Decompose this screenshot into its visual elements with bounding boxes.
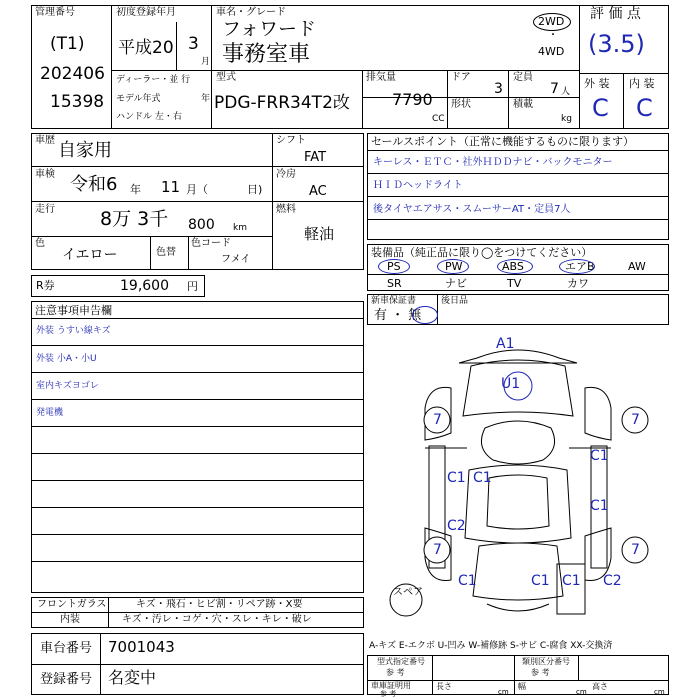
shift-label: シフト (276, 135, 306, 146)
cert-label: 車庫証明用 (371, 681, 411, 690)
inspection-day-unit: 日) (247, 183, 263, 196)
first-reg-month: 3 (188, 34, 199, 54)
equip-pw: PW (445, 260, 463, 273)
doors: 3 (494, 81, 503, 97)
mark-7-rl: 7 (433, 542, 442, 558)
mark-c1-c: C1 (590, 448, 609, 464)
mark-a1: A1 (496, 336, 515, 352)
warranty-value: 有 ・ 無 (374, 308, 422, 323)
mark-u1: U1 (501, 376, 521, 392)
kg-unit: kg (561, 114, 572, 124)
sales-point-2: ＨＩＤヘッドライト (373, 180, 463, 191)
inspection-era: 令和6 (70, 174, 118, 195)
height-label: 高さ (592, 682, 608, 691)
drive-2wd: 2WD (538, 15, 565, 28)
drive-4wd: 4WD (538, 45, 565, 58)
mark-c2-a: C2 (447, 518, 466, 534)
recycle-unit: 円 (187, 280, 198, 293)
manual-label: 後日品 (441, 296, 469, 306)
chassis-label: 車台番号 (40, 641, 93, 656)
capacity: 7 (550, 81, 559, 97)
color-code: フメイ (221, 254, 251, 265)
cert-ref: 参 考 (380, 690, 397, 698)
spare-label: スペア (393, 587, 423, 598)
width-label: 幅 (518, 682, 526, 691)
mark-c1-e: C1 (458, 573, 477, 589)
sales-point-3: 後タイヤエアサス・スムーサーAT・定員7人 (373, 204, 571, 215)
history-label: 車歴 (35, 135, 55, 146)
fuel-label: 燃料 (276, 204, 296, 215)
shape-label: 形状 (451, 99, 471, 110)
capacity-label: 定員 (513, 72, 533, 83)
mark-7-rr: 7 (631, 542, 640, 558)
form-label: 型式指定番号 (377, 657, 425, 666)
warranty-label: 新車保証書 (371, 296, 417, 306)
mark-c1-d: C1 (590, 498, 609, 514)
mark-7-fl: 7 (433, 412, 442, 428)
interior-label-row: 内装 (60, 614, 80, 625)
class-ref: 参 考 (531, 668, 550, 677)
drive-dot: ・ (548, 30, 558, 41)
pw-circle (437, 259, 469, 274)
note-1: 外装 うすい線キズ (36, 326, 111, 336)
score: (3.5) (588, 30, 645, 58)
equip-leather: カワ (567, 277, 589, 290)
mgmt-no2: 15398 (50, 92, 105, 112)
inspection-month: 11 (161, 178, 181, 196)
front-glass-value: キズ・飛石・ヒビ割・リペア跡・X要 (136, 599, 303, 610)
mark-c1-b: C1 (473, 470, 492, 486)
interior-value: キズ・汚レ・コゲ・穴・スレ・キレ・破レ (122, 614, 312, 625)
cc-unit: CC (432, 114, 445, 124)
notes-label: 注意事項申告欄 (35, 304, 112, 317)
header-section (31, 5, 669, 129)
interior-label: 内 装 (629, 77, 655, 90)
equip-ps: PS (387, 260, 401, 273)
mgmt-label: 管理番号 (35, 7, 75, 18)
length-label: 長さ (436, 682, 452, 691)
interior-grade: C (636, 94, 653, 122)
reg-value: 名変中 (108, 668, 157, 687)
equip-sr: SR (387, 277, 402, 290)
ac-label: 冷房 (276, 169, 296, 180)
inspection-year-unit: 年 (130, 183, 141, 196)
height-unit: cm (654, 688, 665, 696)
score-label: 評 価 点 (590, 6, 641, 22)
mark-c1-f: C1 (531, 573, 550, 589)
inspection-month-unit: 月（ (186, 183, 208, 196)
dealer-label: ディーラー・並 行 (116, 75, 191, 85)
sales-point-1: キーレス・ＥＴＣ・社外ＨＤＤナビ・バックモニター (373, 157, 613, 168)
grade: 事務室車 (222, 42, 311, 67)
recycle-label: R券 (36, 279, 55, 292)
displacement-label: 排気量 (366, 72, 396, 83)
sales-points-label: セールスポイント（正常に機能するものに限ります） (371, 135, 635, 148)
equip-abs: ABS (502, 260, 524, 273)
mileage-sub: 800 (188, 217, 215, 233)
shift: FAT (304, 150, 327, 165)
damage-legend: A-キズ E-エクボ U-凹み W-補修跡 S-サビ C-腐食 XX-交換済 (369, 641, 613, 651)
equip-navi: ナビ (445, 277, 467, 290)
warranty-circle (412, 306, 438, 324)
load-label: 積載 (513, 99, 533, 110)
equipment-label: 装備品（純正品に限り◯をつけてください） (371, 246, 593, 259)
ps-circle (378, 259, 410, 274)
color: イエロー (62, 247, 118, 263)
abs-circle (497, 259, 533, 274)
mark-c1-g: C1 (562, 573, 581, 589)
inspection-label: 車検 (35, 169, 55, 180)
mileage: 8万 3千 (100, 208, 169, 230)
mgmt-t: (T1) (50, 34, 85, 54)
car-name: フォワード (222, 18, 317, 40)
year-unit: 年 (201, 94, 211, 104)
mark-7-fr: 7 (631, 412, 640, 428)
length-unit: cm (498, 688, 509, 696)
vehicle-diagram (367, 328, 669, 628)
first-reg-label: 初度登録年月 (116, 7, 176, 18)
history-value: 自家用 (58, 140, 112, 161)
exterior-label: 外 装 (584, 77, 610, 90)
reg-label: 登録番号 (40, 672, 93, 687)
color-label: 色 (35, 238, 45, 249)
form-ref: 参 考 (386, 668, 405, 677)
mark-c2-b: C2 (603, 573, 622, 589)
note-2: 外装 小A・小U (36, 354, 97, 364)
handle-label: ハンドル 左・右 (116, 112, 182, 122)
type-value: PDG-FRR34T2改 (214, 93, 350, 113)
equip-aw: AW (628, 260, 646, 273)
ac: AC (309, 184, 327, 199)
chassis-value: 7001043 (108, 638, 175, 656)
exterior-grade: C (592, 94, 609, 122)
class-label: 類別区分番号 (522, 657, 570, 666)
type-label: 型式 (216, 72, 236, 83)
person-unit: 人 (561, 87, 571, 97)
month-unit: 月 (201, 57, 211, 67)
front-glass-label: フロントガラス (37, 599, 107, 610)
equip-airbag: エアB (565, 260, 595, 273)
model-year-label: モデル年式 (116, 94, 161, 104)
color-change-label: 色替 (156, 247, 176, 258)
recycle-section (31, 275, 205, 297)
airbag-circle (559, 259, 595, 274)
note-4: 発電機 (36, 408, 64, 418)
displacement: 7790 (392, 90, 433, 109)
mgmt-no1: 202406 (40, 64, 105, 84)
name-label: 車名・グレード (216, 7, 286, 18)
doors-label: ドア (451, 72, 471, 83)
first-reg-era: 平成20 (118, 38, 174, 58)
width-unit: cm (576, 688, 587, 696)
color-code-label: 色コード (191, 238, 231, 249)
note-3: 室内キズヨゴレ (36, 381, 99, 391)
equip-tv: TV (507, 277, 522, 290)
mark-c1-a: C1 (447, 470, 466, 486)
fuel: 軽油 (304, 225, 335, 243)
km-unit: km (233, 223, 247, 233)
mileage-label: 走行 (35, 204, 55, 215)
recycle-amount: 19,600 (120, 278, 169, 294)
